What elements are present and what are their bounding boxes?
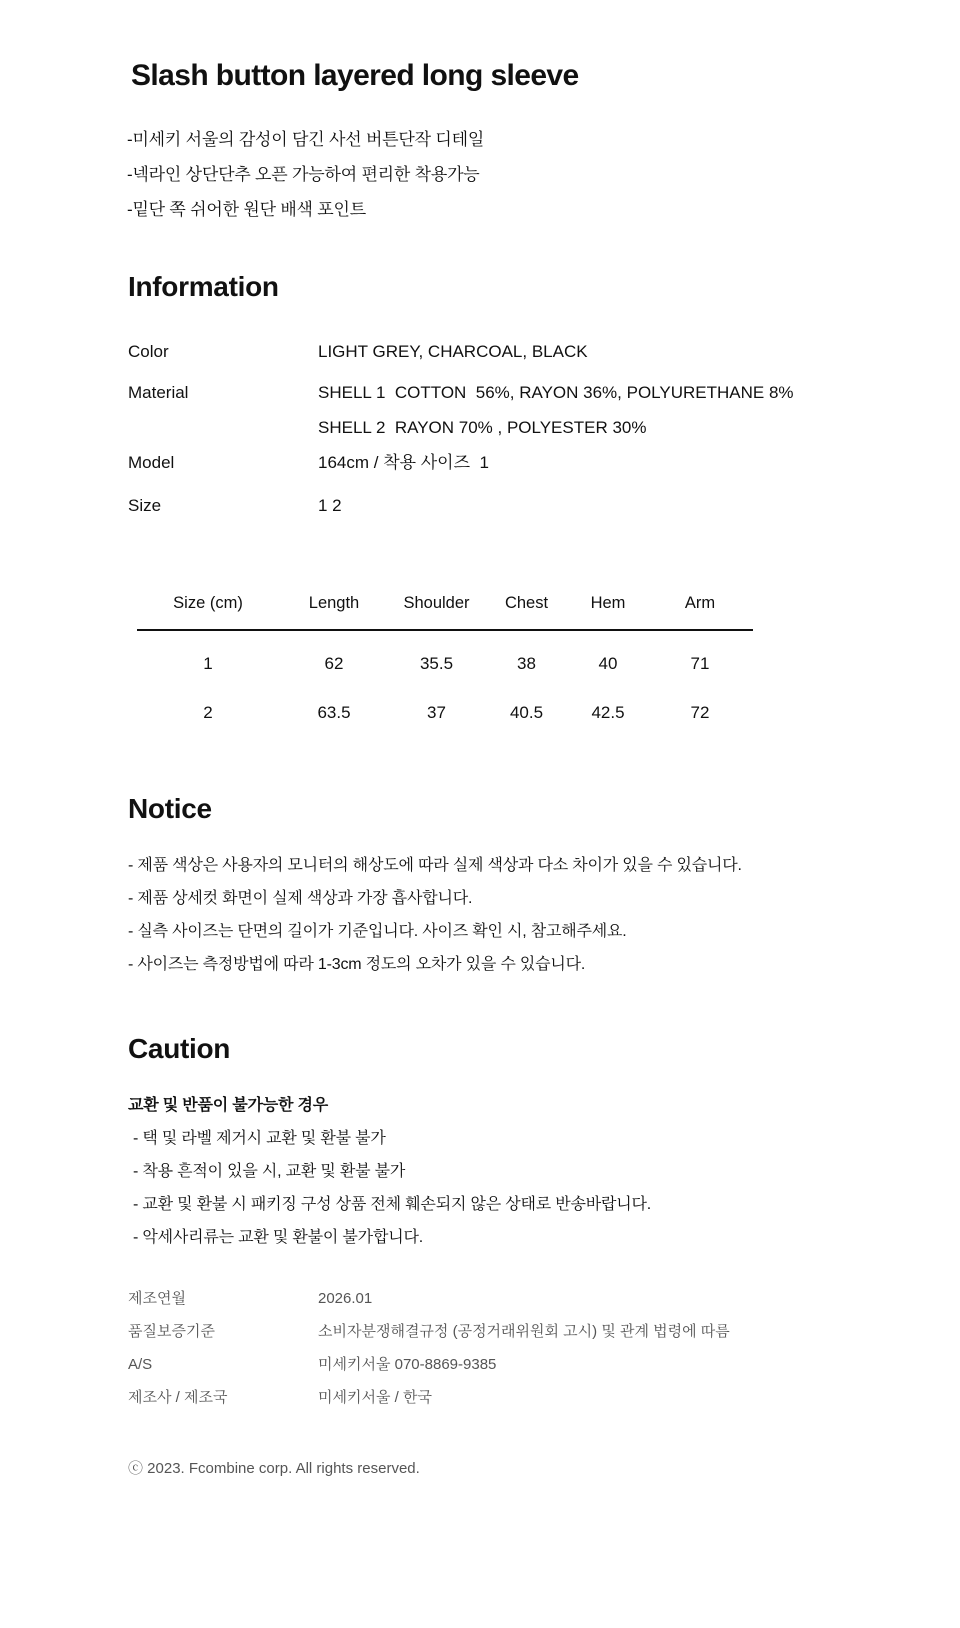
notice-item: - 제품 상세컷 화면이 실제 색상과 가장 흡사합니다. xyxy=(128,890,473,907)
size-cell: 37 xyxy=(427,703,446,722)
notice-heading: Notice xyxy=(128,793,212,824)
size-table-header: Size (cm) xyxy=(137,587,279,630)
material-line-1: SHELL 1 COTTON 56%, RAYON 36%, POLYURETHANE 8% xyxy=(318,383,794,402)
description-bullet: -미세키 서울의 감성이 담긴 사선 버튼단작 디테일 xyxy=(127,130,485,149)
manufacture-row xyxy=(128,1315,960,1348)
size-table xyxy=(137,587,753,729)
info-value: 164cm / 착용 사이즈 1 xyxy=(318,453,489,472)
manufacture-label: 품질보증기준 xyxy=(128,1323,215,1340)
description-bullet: -넥라인 상단단추 오픈 가능하여 편리한 착용가능 xyxy=(127,165,480,184)
size-cell: 62 xyxy=(324,654,344,673)
manufacture-row xyxy=(128,1348,960,1381)
size-cell: 35.5 xyxy=(419,654,454,673)
manufacture-info xyxy=(128,1282,960,1414)
size-cell: 72 xyxy=(690,703,710,722)
size-table-header: Arm xyxy=(647,587,753,630)
info-row-material xyxy=(128,382,960,439)
size-cell: 38 xyxy=(517,654,536,673)
size-cell: 42.5 xyxy=(591,703,625,722)
info-value xyxy=(318,382,794,439)
size-table-row-2 xyxy=(137,680,753,729)
manufacture-row xyxy=(128,1282,960,1315)
information-heading: Information xyxy=(128,271,279,302)
manufacture-label: 제조연월 xyxy=(128,1290,186,1307)
information-rows xyxy=(128,341,960,517)
size-table-header: Chest xyxy=(484,587,569,630)
caution-heading: Caution xyxy=(128,1033,231,1064)
size-table-row-1 xyxy=(137,630,753,680)
caution-item: - 교환 및 환불 시 패키징 구성 상품 전체 훼손되지 않은 상태로 반송바랍니다. xyxy=(133,1196,651,1213)
material-line-2: SHELL 2 RAYON 70% , POLYESTER 30% xyxy=(318,418,647,437)
size-cell: 1 xyxy=(203,654,213,673)
manufacture-label: 제조사 / 제조국 xyxy=(128,1389,228,1406)
size-cell: 40 xyxy=(598,654,618,673)
caution-list xyxy=(133,1122,960,1254)
manufacture-label: A/S xyxy=(128,1356,153,1373)
info-value: LIGHT GREY, CHARCOAL, BLACK xyxy=(318,342,588,361)
size-table-header: Shoulder xyxy=(389,587,484,630)
caution-intro: 교환 및 반품이 불가능한 경우 xyxy=(128,1097,329,1114)
description-bullet: -밑단 쪽 쉬어한 원단 배색 포인트 xyxy=(127,200,366,219)
caution-item: - 택 및 라벨 제거시 교환 및 환불 불가 xyxy=(133,1130,386,1147)
notice-item: - 제품 색상은 사용자의 모니터의 해상도에 따라 실제 색상과 다소 차이가 있을 수 있습니다. xyxy=(128,857,742,874)
size-cell: 71 xyxy=(690,654,710,673)
info-row-size xyxy=(128,495,960,517)
info-label: Size xyxy=(128,496,162,515)
info-value: 1 2 xyxy=(318,496,342,515)
size-cell: 63.5 xyxy=(317,703,351,722)
size-cell: 2 xyxy=(203,703,213,722)
notice-item: - 사이즈는 측정방법에 따라 1-3cm 정도의 오차가 있을 수 있습니다. xyxy=(128,956,586,973)
size-table-header: Hem xyxy=(569,587,647,630)
size-table-header-row xyxy=(137,587,753,630)
info-label: Color xyxy=(128,342,169,361)
product-title: Slash button layered long sleeve xyxy=(131,59,579,92)
size-table-header: Length xyxy=(279,587,389,630)
size-cell: 40.5 xyxy=(509,703,544,722)
info-label: Material xyxy=(128,383,189,402)
info-label: Model xyxy=(128,453,175,472)
manufacture-value: 소비자분쟁해결규정 (공정거래위원회 고시) 및 관계 법령에 따름 xyxy=(318,1323,730,1340)
manufacture-value: 2026.01 xyxy=(318,1290,373,1307)
info-row-model xyxy=(128,452,960,474)
copyright-notice: ⓒ 2023. Fcombine corp. All rights reserved. xyxy=(128,1460,420,1477)
product-description xyxy=(127,122,960,227)
manufacture-value: 미세키서울 / 한국 xyxy=(318,1389,432,1406)
manufacture-row xyxy=(128,1381,960,1414)
notice-list xyxy=(128,849,960,981)
info-row-color xyxy=(128,341,960,363)
notice-item: - 실측 사이즈는 단면의 길이가 기준입니다. 사이즈 확인 시, 참고해주세요. xyxy=(128,923,627,940)
manufacture-value: 미세키서울 070-8869-9385 xyxy=(318,1356,497,1373)
caution-item: - 악세사리류는 교환 및 환불이 불가합니다. xyxy=(133,1229,423,1246)
caution-item: - 착용 흔적이 있을 시, 교환 및 환불 불가 xyxy=(133,1163,406,1180)
